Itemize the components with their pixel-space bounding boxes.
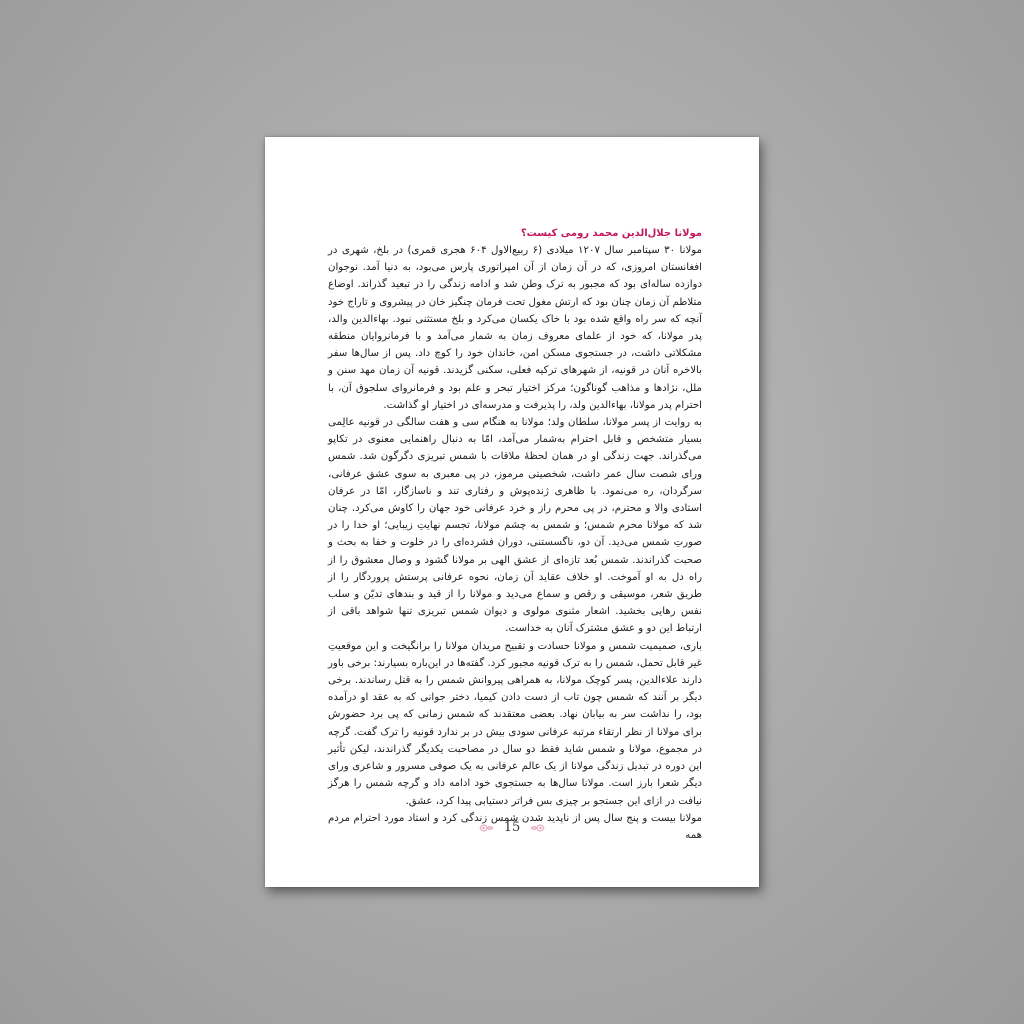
page-footer	[265, 817, 759, 836]
article-heading: مولانا جلال‌الدین محمد رومی کیست؟	[520, 228, 702, 239]
paragraph-1: مولانا ۳۰ سپتامبر سال ۱۲۰۷ میلادی (۶ ربیع‌الاول ۶۰۴ هجری قمری) در بلخ، شهری در افغانستان امروزی، که در آن زمان از آن امپراتوری پارس می‌بود، به دنیا آمد. نوجوان دوازده ساله‌ای بود که مجبور به ترک وطن شد و ادامه زندگی را در تبعید گذراند. اوضاع متلاطم آن زمان چنان بود که ارتش مغول تحت فرمان چنگیز خان در پیشروی و تاراج خود آنچه که سر راه واقع شده بود با خاک یکسان می‌کرد و بلخ مستثنی نبود. بهاءالدین والد، پدر مولانا، که خود از علمای معروف زمان به شمار می‌آمد و با فرمانروایان منطقه مشکلاتی داشت، در جستجوی مسکن امن، خاندان خود را کوچ داد. پس از سال‌ها سفر بالاخره آنان در قونیه، از شهرهای ترکیه فعلی، سکنی گزیدند. قونیه آن زمان مهد سنن و ملل، نژادها و مذاهب گوناگون؛ مرکز اختیار تبحر و علم بود و فرمانروای سلجوق آن، با احترام پدر مولانا، بهاءالدین ولد، را پذیرفت و مدرسه‌ای در اختیار او گذاشت.	[328, 245, 702, 411]
paragraph-4: مولانا بیست و پنج سال پس از ناپدید شدن شمس زندگی کرد و استاد مورد احترام مردم همه	[328, 812, 702, 841]
paragraph-3: باری، صمیمیت شمس و مولانا حسادت و تقبیح مریدان مولانا را برانگیخت و این موقعیتِ غیر قابل تحمل، شمس را به ترک قونیه مجبور کرد. گفته‌ها در این‌باره بسیارند: برخی باور دارند علاءالدین، پسر کوچک مولانا، به همراهی پیروانش شمس را به قتل رساندند. برخی دیگر بر آنند که شمس چون تاب از دست دادن کیمیا، دختر جوانی که به عقد او درآمده بود، را نداشت سر به بیابان نهاد. بعضی معتقدند که شمس زمانی که پی برد حضورش برای مولانا از نظر ارتقاء مرتبه عرفانی سودی بیش در بر ندارد قونیه را ترک گفت. گرچه در مجموع، مولانا و شمس شاید فقط دو سال در مصاحبت یکدیگر گذراندند، لیکن تأثیر این دوره در تبدیل زندگی مولانا از یک عالم عرفانی به یک صوفی مسرور و شاعری ورای دیگر شعرا بارز است. مولانا سال‌ها به جستجوی خود ادامه داد و گرچه شمس را هرگز نیافت در ازای این جستجو بر چیزی بس فراتر دستیابی پیدا کرد، عشق.	[328, 640, 702, 807]
paragraph-2: به روایت از پسر مولانا، سلطان ولد؛ مولانا به هنگام سی و هفت سالگی در قونیه عالِمی بسیار متشخص و قابل احترام به‌شمار می‌آمد، امّا به دنبال راهنمایی معنوی در تکاپو می‌گذراند. جهت زندگی او در همان لحظهٔ ملاقات با شمس تبریزی دگرگون شد. شمس ورای شصت سال عمر داشت، شخصیتی مرموز، در پی معبری به سوی عشق عرفانی، سرگردان، ره می‌نمود. با ظاهری ژنده‌پوش و رفتاری تند و ناسازگار، امّا در عرفان استادی والا و محترم، در پی محرم راز و خرد عرفانی خود جهان را کاوش می‌کرد. چنان شد که مولانا محرم شمس؛ و شمس به چشم مولانا، تجسم نهایتِ زیبایی؛ او خدا را در صورتِ شمس می‌دید. آن دو، ناگسستنی، دوران فشرده‌ای را در خلوت و خفا به بحث و صحبت گذراندند. شمس بُعد تازه‌ای از عشق الهی بر مولانا گشود و وصال معشوق را از راه دل به او آموخت. او خلاف عقاید آن زمان، نحوه عرفانی پرستش پروردگار را از طریق شعر، موسیقی و رقص و سماع می‌دید و مولانا را از قید و بندهای تدیّن و سلب نفس رهایی بخشید. اشعار مثنوی مولوی و دیوان شمس تبریزی تنها شواهد باقی از ارتباط این دو و عشق مشترک آنان به خداست.	[328, 417, 702, 635]
page-content	[328, 227, 702, 844]
rose-ornament-icon	[478, 823, 494, 833]
rose-ornament-icon	[530, 823, 546, 833]
page-number: 15	[503, 820, 521, 835]
book-page	[265, 137, 759, 887]
